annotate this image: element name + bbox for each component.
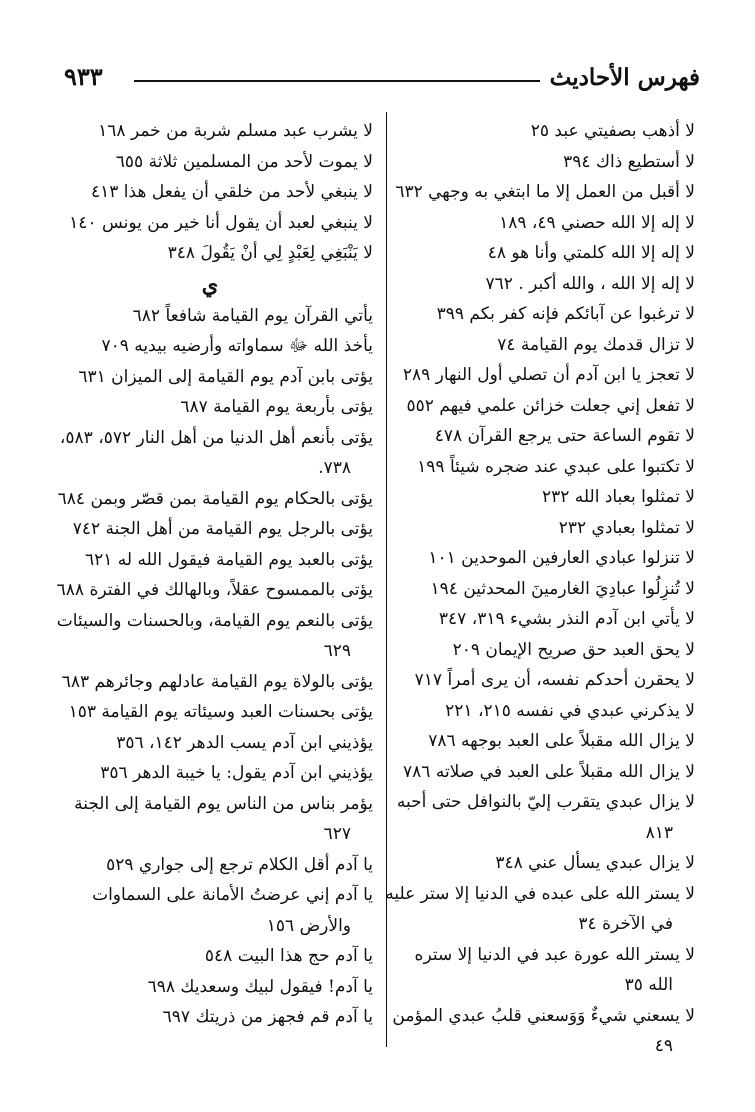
index-entry: يا آدم إني عرضتُ الأمانة على السماوات والأرض ١٥٦ — [92, 885, 373, 936]
running-title: فهرس الأحاديث — [549, 64, 700, 91]
index-entry: لا أستطيع ذاك ٣٩٤ — [563, 151, 695, 172]
index-entry: لا أقبل من العمل إلا ما ابتغي به وجهي ٦٣٢ — [395, 182, 695, 202]
index-entry: يؤذيني ابن آدم يسب الدهر ١٤٢، ٣٥٦ — [116, 732, 373, 753]
index-entry: يؤتى بحسنات العبد وسيئاته يوم القيامة ١٥٣ — [68, 702, 373, 722]
index-entry: يا آدم! فيقول لبيك وسعديك ٦٩٨ — [147, 976, 373, 997]
index-entry: لا ترغبوا عن آبائكم فإنه كفر بكم ٣٩٩ — [436, 304, 695, 324]
index-entry: لا يستر الله عورة عبد في الدنيا إلا ستره الله ٣٥ — [414, 944, 695, 995]
index-entry: لا تكتبوا على عبدي عند ضجره شيئاً ١٩٩ — [417, 456, 695, 477]
index-entry: يؤتى بالنعم يوم القيامة، وبالحسنات والسيئات ٦٢٩ — [56, 610, 373, 661]
index-entry: يؤتى بالعبد يوم القيامة فيقول الله له ٦٢١ — [85, 549, 373, 570]
index-entry: لا تعجز يا ابن آدم أن تصلي أول النهار ٢٨٩ — [402, 365, 695, 385]
index-entry: لا يموت لأحد من المسلمين ثلاثة ٦٥٥ — [115, 151, 373, 172]
index-entry: لا يشرب عبد مسلم شربة من خمر ١٦٨ — [98, 121, 373, 141]
index-entry: يؤتى بالولاة يوم القيامة عادلهم وجائرهم ٦٨٣ — [61, 671, 373, 692]
index-entry: لا يسعني شيءٌ وَوَسعني قلبُ عبدي المؤمن ٤٩ — [392, 1005, 695, 1056]
index-entry: لا تمثلوا بعباد الله ٢٣٢ — [542, 487, 695, 507]
index-entry: يؤتى بأربعة يوم القيامة ٦٨٧ — [180, 397, 373, 417]
index-entry: لا يَنْبَغِي لِعَبْدٍ لِي أنْ يَقُولَ ٣٤٨ — [167, 243, 373, 263]
page-number: ٩٣٣ — [64, 62, 103, 91]
right-column — [385, 116, 695, 1062]
index-entry: لا يذكرني عبدي في نفسه ٢١٥، ٢٢١ — [445, 700, 695, 721]
index-entry: لا تُنزِلُوا عبادِيَ الغارمينَ المحدثين ١٩٤ — [430, 578, 695, 599]
left-column — [47, 116, 373, 1033]
index-entry: لا يزال عبدي يسأل عني ٣٤٨ — [495, 853, 695, 873]
section-letter-heading: ي — [201, 271, 219, 297]
index-entry: يأتي القرآن يوم القيامة شافعاً ٦٨٢ — [132, 305, 373, 326]
index-entry: لا يحقرن أحدكم نفسه، أن يرى أمراً ٧١٧ — [414, 670, 695, 690]
index-entry: يؤتى بأنعم أهل الدنيا من أهل النار ٥٧٢، ٥٨٣، ٧٣٨. — [59, 427, 373, 478]
index-entry: يؤتى بابن آدم يوم القيامة إلى الميزان ٦٣١ — [78, 366, 373, 387]
index-entry: لا تقوم الساعة حتى يرجع القرآن ٤٧٨ — [434, 426, 695, 446]
index-entry: لا يستر الله على عبده في الدنيا إلا ستر عليه في الآخرة ٣٤ — [385, 883, 695, 934]
index-entry: يؤتى بالممسوح عقلاً، وبالهالك في الفترة ٦٨٨ — [56, 580, 373, 600]
index-entry: لا يزال الله مقبلاً على العبد بوجهه ٧٨٦ — [428, 731, 695, 751]
index-entry: لا تفعل إني جعلت خزائن علمي فيهم ٥٥٢ — [406, 395, 695, 416]
index-entry: لا يحق العبد حق صريح الإيمان ٢٠٩ — [452, 639, 695, 660]
page-header — [64, 58, 700, 98]
index-entry: لا إله إلا الله كلمتي وأنا هو ٤٨ — [487, 243, 695, 263]
index-entry: يؤتى بالحكام يوم القيامة بمن قصّر وبمن ٦٨٤ — [57, 488, 373, 509]
header-rule — [134, 80, 540, 82]
index-entry: لا تزال قدمك يوم القيامة ٧٤ — [497, 334, 695, 355]
index-entry: يأخذ الله ﷻ سماواته وأرضيه بيديه ٧٠٩ — [101, 336, 373, 356]
index-entry: لا أذهب بصفيتي عبد ٢٥ — [530, 121, 695, 141]
index-entry: لا إله إلا الله حصني ٤٩، ١٨٩ — [499, 212, 695, 233]
index-entry: لا ينبغي لأحد من خلقي أن يفعل هذا ٤١٣ — [91, 182, 373, 202]
index-entry: لا إله إلا الله ، والله أكبر . ٧٦٢ — [485, 273, 695, 294]
index-entry: يا آدم حج هذا البيت ٥٤٨ — [204, 946, 373, 966]
index-entry: لا تنزلوا عبادي العارفين الموحدين ١٠١ — [428, 548, 695, 568]
index-entry: يؤمر بناس من الناس يوم القيامة إلى الجنة ٦٢٧ — [74, 793, 373, 844]
index-entry: يؤذيني ابن آدم يقول: يا خيبة الدهر ٣٥٦ — [100, 763, 373, 783]
index-entry: لا يأتي ابن آدم النذر بشيء ٣١٩، ٣٤٧ — [438, 609, 695, 629]
index-entry: يا آدم قم فجهز من ذريتك ٦٩٧ — [162, 1007, 373, 1027]
index-entry: يا آدم أقل الكلام ترجع إلى جواري ٥٢٩ — [106, 854, 373, 875]
index-entry: لا تمثلوا بعبادي ٢٣٢ — [558, 517, 695, 538]
index-entry: يؤتى بالرجل يوم القيامة من أهل الجنة ٧٤٢ — [72, 519, 373, 539]
index-entry: لا يزال الله مقبلاً على العبد في صلاته ٧٨٦ — [403, 761, 695, 782]
index-entry: لا يزال عبدي يتقرب إليّ بالنوافل حتى أحبه ٨١٣ — [396, 792, 695, 843]
index-entry: لا ينبغي لعبد أن يقول أنا خير من يونس ١٤٠ — [69, 212, 373, 233]
